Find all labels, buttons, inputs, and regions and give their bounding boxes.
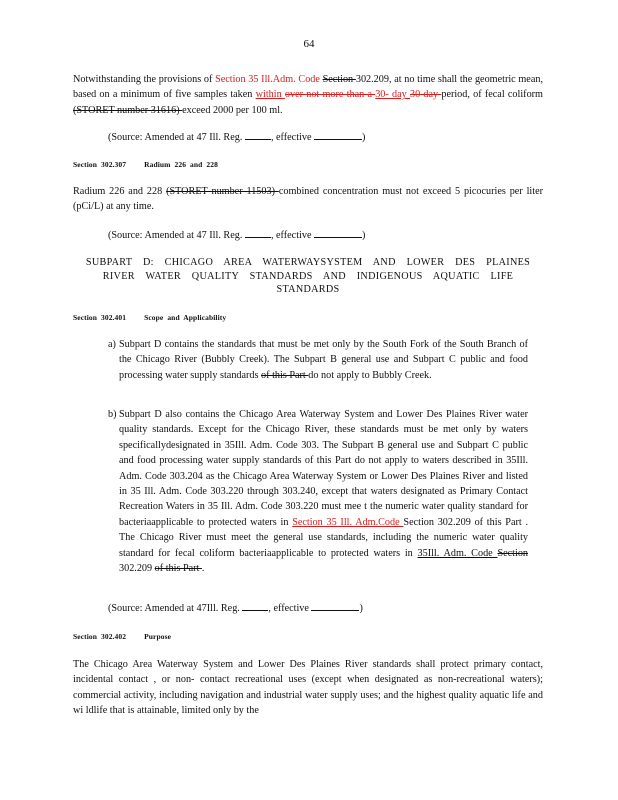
deleted-text: Section: [322, 74, 356, 85]
section-heading-302-402: Section 302.402 Purpose: [73, 632, 172, 641]
inserted-text: 30- day: [375, 89, 410, 101]
page-number: 64: [303, 38, 315, 50]
blank-line: [242, 601, 268, 611]
inserted-text: 35Ill. Adm. Code: [417, 547, 498, 559]
inserted-text: within: [255, 89, 285, 101]
deleted-text: (STORET number 11503): [166, 186, 279, 197]
section-302-402-body: The Chicago Area Waterway System and Lower Des Plaines River standards shall protect primary contact, incidental contact , or non- contact recreational uses (except when designated as non-recreational waters); commercial activity, including navigation and industrial water supply uses; and the highest quality aquatic life and wi ldlife that is attainable, limited only by the: [73, 659, 543, 717]
source-note-3: (Source: Amended at 47Ill. Reg. , effective ): [108, 603, 363, 614]
source-note-2: (Source: Amended at 47 Ill. Reg. , effective ): [108, 230, 366, 241]
inserted-text: Section 35 Ill.Adm. Code: [215, 74, 323, 85]
subsection-b: b) Subpart D also contains the Chicago Area Waterway System and Lower Des Plaines River water quality standards. Except for the Chicago River, these standards must be met only by waters specificallydesignated in 35Ill. Adm. Code 303. The Subpart B general use and Subpart C public and food processing water supply standards of this Part do not apply to waters described in 35Ill. Adm. Code 303.204 as the Chicago Area Waterway System or Lower Des Plaines River and listed in 35 Ill. Adm. Code 303.220 through 303.240, except that waters designated as Primary Contact Recreation Waters in 35 Ill. Adm. Code 303.220 must mee t the numeric water quality standard for bacteriaapplicable to protected waters in Section 35 Ill. Adm.Code Section 302.209 of this Part . The Chicago River must meet the general use standards, including the numeric water quality standard for fecal coliform bacteriaapplicable to protected waters in 35Ill. Adm. Code Section 302.209 of this Part .: [108, 409, 529, 575]
section-302-209-paragraph: Notwithstanding the provisions of Section 35 Ill.Adm. Code Section 302.209, at no time shall the geometric mean, based on a minimum of five samples taken within over not more than a 30- day 30 day period, of fecal coliform (STORET number 31616) exceed 2000 per 100 ml.: [73, 74, 543, 116]
deleted-text: 30 day: [409, 89, 442, 101]
deleted-text: (STORET number 31616): [73, 104, 183, 116]
section-heading-302-401: Section 302.401 Scope and Applicability: [73, 313, 227, 322]
blank-line: [245, 228, 271, 238]
subpart-d-heading: SUBPART D: CHICAGO AREA WATERWAYSYSTEM AND LOWER DES PLAINES RIVER WATER QUALITY STANDARDS AND INDIGENOUS AQUATIC LIFE STANDARDS: [85, 257, 531, 295]
source-note-1: (Source: Amended at 47 Ill. Reg. , effective ): [108, 132, 366, 143]
blank-line: [311, 601, 359, 611]
deleted-text: Section: [497, 547, 529, 559]
deleted-text: over not more than a: [284, 89, 376, 101]
blank-line: [245, 130, 271, 140]
section-heading-302-307: Section 302.307 Radium 226 and 228: [73, 160, 218, 169]
deleted-text: of this Part: [261, 369, 309, 381]
blank-line: [314, 228, 362, 238]
deleted-text: of this Part: [154, 563, 202, 575]
subsection-a: a) Subpart D contains the standards that must be met only by the South Fork of the South Branch of the Chicago River (Bubbly Creek). The Subpart B general use and Subpart C public and food processing water supply standards of this Part do not apply to Bubbly Creek.: [108, 339, 528, 381]
blank-line: [314, 130, 362, 140]
inserted-text: Section 35 Ill. Adm.Code: [292, 516, 404, 528]
section-302-307-body: Radium 226 and 228 (STORET number 11503) combined concentration must not exceed 5 picocuries per liter (pCi/L) at any time.: [73, 186, 543, 213]
